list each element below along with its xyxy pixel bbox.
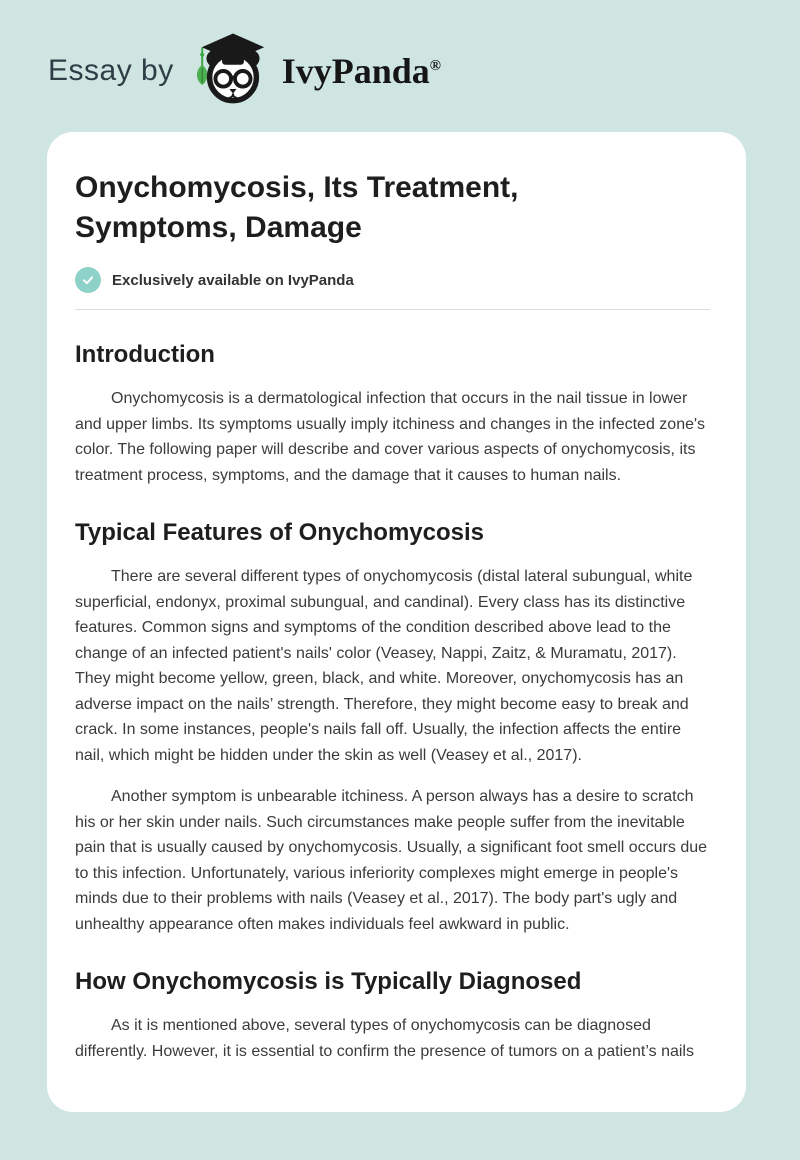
essay-paragraph: There are several different types of onychomycosis (distal lateral subungual, white superficial, endonyx, proximal subungual, and candinal). Every class has its distinctive features. Common signs and symptoms of the condition described above lead to the change of an infected patient's nails' color (Veasey, Nappi, Zaitz, & Muramatu, 2017). They might become yellow, green, black, and white. Moreover, onychomycosis has an adverse impact on the nails’ strength. Therefore, they might become easy to break and crack. In some instances, people's nails fall off. Usually, the infection affects the entire nail, which might be hidden under the skin as well (Veasey et al., 2017).	[75, 568, 693, 764]
exclusive-badge	[75, 267, 710, 293]
exclusive-badge-label: Exclusively available on IvyPanda	[112, 271, 354, 289]
check-icon	[75, 267, 101, 293]
essay-paragraph: Onychomycosis is a dermatological infection that occurs in the nail tissue in lower and upper limbs. Its symptoms usually imply itchiness and changes in the infected zone's color. The following paper will describe and cover various aspects of onychomycosis, its treatment process, symptoms, and the damage that it causes to human nails.	[75, 390, 706, 484]
essay-by-label: Essay by	[48, 54, 174, 87]
essay-title: Onychomycosis, Its Treatment, Symptoms, Damage	[75, 171, 519, 244]
brand-name	[282, 53, 441, 89]
section-heading-typical-features: Typical Features of Onychomycosis	[75, 519, 485, 546]
section-heading-introduction: Introduction	[75, 341, 215, 368]
registered-mark: ®	[429, 58, 441, 74]
section-heading-how-diagnosed: How Onychomycosis is Typically Diagnosed	[75, 968, 582, 995]
brand-text: IvyPanda	[281, 51, 430, 91]
essay-paragraph: Another symptom is unbearable itchiness. A person always has a desire to scratch his or her skin under nails. Such circumstances make people suffer from the inevitable pain that is usually caused by onychomycosis. Usually, a significant foot smell occurs due to this infection. Unfortunately, various inferiority complexes might emerge in people's minds due to their problems with nails (Veasey et al., 2017). The body part's ugly and unhealthy appearance often makes individuals feel awkward in public.	[75, 788, 708, 933]
divider	[75, 309, 710, 310]
essay-paragraph: As it is mentioned above, several types of onychomycosis can be diagnosed differently. However, it is essential to confirm the presence of tumors on a patient’s nails	[75, 1017, 694, 1060]
essay-card	[47, 132, 746, 1112]
ivypanda-panda-logo-icon	[194, 30, 272, 112]
site-header	[0, 0, 800, 132]
